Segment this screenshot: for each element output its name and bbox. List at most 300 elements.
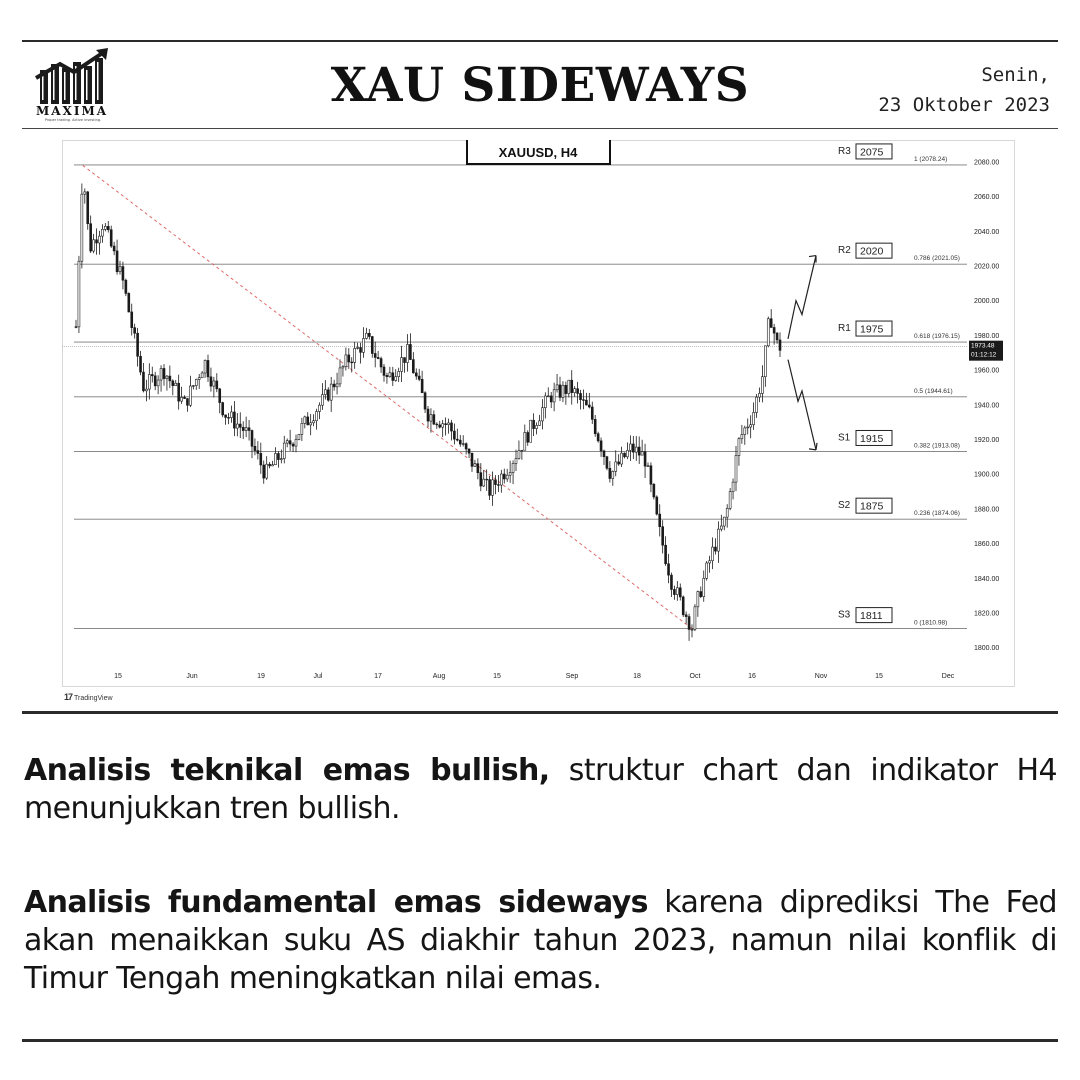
date-label: 23 Oktober 2023 [878,94,1050,116]
candle-body [272,465,274,466]
x-tick-label: Jun [186,673,198,680]
candle-body [621,453,623,464]
x-tick-label: 15 [493,673,501,680]
candle-body [709,561,711,563]
x-tick-label: 17 [374,673,382,680]
candle-body [562,385,564,397]
candle-body [98,236,100,243]
candle-body [764,346,766,377]
candle-body [81,194,83,261]
candle-body [559,385,561,398]
candle-body [286,441,288,443]
candle-body [371,337,373,354]
candle-body [404,358,406,363]
level-value: 2020 [860,245,884,258]
candle-body [274,453,276,464]
candle-body [439,425,441,427]
candle-body [445,424,447,425]
y-tick-label: 2000.00 [974,298,1000,306]
candle-body [398,371,400,376]
countdown-value: 01:12:12 [971,351,997,359]
candle-body [140,356,142,372]
candle-body [225,415,227,418]
brand-tagline: Proper trading. Active investing. [44,118,102,122]
candle-body [119,267,121,272]
candle-body [113,246,115,251]
candle-body [324,390,326,395]
fib-label: 0.618 (1976.15) [914,333,960,341]
candle-body [691,629,693,630]
candle-body [386,375,388,376]
candle-body [90,224,92,251]
candle-body [181,397,183,401]
candle-body [506,475,508,479]
candle-body [609,468,611,478]
candle-body [659,514,661,527]
last-price-value: 1973.48 [971,342,995,350]
candle-body [342,366,344,367]
candle-body [430,415,432,422]
technical-analysis-heading: Analisis teknikal emas bullish, [24,753,550,788]
candle-body [547,396,549,397]
candle-body [96,240,98,243]
candle-body [383,367,385,375]
candle-body [409,344,411,359]
candle-body [424,393,426,409]
candle-body [682,597,684,615]
candle-body [412,360,414,373]
candle-body [339,368,341,384]
candle-body [93,240,95,251]
candle-body [597,434,599,441]
level-name: S1 [838,432,851,444]
candle-body [289,441,291,444]
candle-body [644,452,646,466]
candle-body [78,261,80,327]
candle-body [239,424,241,427]
candle-body [729,492,731,509]
candle-body [571,380,573,392]
candle-body [172,381,174,386]
candle-body [668,564,670,575]
y-tick-label: 1940.00 [974,402,1000,410]
candle-body [544,396,546,408]
chart-bottom-rule [22,711,1058,714]
candle-body [236,424,238,428]
candle-body [207,360,209,376]
level-name: S3 [838,609,851,621]
candle-body [222,403,224,415]
candle-body [374,353,376,357]
candle-body [650,466,652,484]
y-tick-label: 2080.00 [974,159,1000,167]
candle-body [688,617,690,630]
level-name: R1 [838,323,851,335]
candle-body [189,386,191,405]
candle-body [107,226,109,229]
candle-body [492,480,494,496]
candle-body [304,417,306,424]
candle-body [618,462,620,464]
candle-body [500,474,502,485]
candle-body [101,229,103,236]
y-tick-label: 2060.00 [974,194,1000,202]
candle-body [779,340,781,350]
candle-body [125,280,127,293]
candle-body [665,545,667,564]
chart-title: XAUUSD, H4 [498,145,578,160]
candle-body [530,420,532,442]
candle-body [154,376,156,386]
bearish-arrow [788,360,816,450]
brand-name: MAXIMA [35,104,109,118]
x-tick-label: Aug [432,673,446,680]
candle-body [612,471,614,478]
candle-body [533,420,535,428]
candle-body [195,379,197,385]
candle-body [442,424,444,427]
candle-body [483,479,485,486]
candle-body [459,440,461,444]
candle-body [632,444,634,452]
candle-body [389,373,391,377]
candle-body [720,526,722,529]
candle-body [758,393,760,397]
candle-body [433,415,435,424]
candle-body [638,447,640,455]
candle-body [354,348,356,362]
candle-body [606,457,608,469]
level-value: 2075 [860,146,884,159]
technical-analysis-text: struktur chart dan indikator H4 menunjukkan tren bullish. [24,753,1058,826]
candle-body [104,226,106,229]
candle-body [556,385,558,390]
tradingview-watermark: 17 TradingView [64,692,113,702]
fib-label: 0.236 (1874.06) [914,510,960,518]
fundamental-analysis-text: karena diprediksi The Fed akan menaikkan suku AS diakhir tahun 2023, namun nilai konflik di Timur Tengah meningkatkan nilai emas. [24,885,1058,996]
candle-body [647,466,649,467]
candle-body [128,293,130,312]
candle-body [230,412,232,418]
candle-body [204,360,206,373]
candle-body [406,344,408,362]
candle-body [351,362,353,363]
day-label: Senin, [981,64,1050,86]
fib-label: 0.786 (2021.05) [914,255,960,263]
candle-body [641,452,643,455]
candle-body [357,347,359,348]
candle-body [656,497,658,514]
candle-body [685,615,687,617]
candle-body [624,453,626,457]
candle-body [626,450,628,456]
x-tick-label: Dec [941,673,955,680]
candle-body [213,381,215,386]
candle-body [110,230,112,246]
candle-body [550,396,552,402]
candle-body [474,464,476,467]
x-tick-label: 15 [875,673,883,680]
candle-body [582,400,584,401]
candle-body [201,373,203,378]
candle-body [750,425,752,427]
candle-body [527,432,529,442]
candle-body [248,428,250,431]
candle-body [216,381,218,389]
candle-body [735,455,737,482]
candle-body [318,405,320,411]
candle-body [450,423,452,431]
candle-body [462,444,464,445]
candle-body [198,378,200,380]
y-tick-label: 1960.00 [974,367,1000,375]
candle-body [427,409,429,421]
candle-body [316,412,318,421]
y-tick-label: 1820.00 [974,610,1000,618]
candle-body [703,578,705,596]
candle-body [744,428,746,435]
candle-body [761,377,763,394]
candle-body [145,389,147,391]
candle-body [365,333,367,338]
candle-body [175,383,177,385]
y-tick-label: 1840.00 [974,575,1000,583]
candle-body [714,547,716,551]
fundamental-analysis-heading: Analisis fundamental emas sideways [24,885,648,920]
candle-body [313,421,315,423]
candle-body [738,439,740,456]
x-tick-label: Jul [313,673,323,680]
candle-body [565,385,567,393]
footer-rule [22,1039,1058,1042]
fib-label: 1 (2078.24) [914,155,948,163]
candle-body [515,458,517,463]
candle-body [148,374,150,389]
candle-body [512,463,514,472]
candle-body [770,319,772,328]
y-tick-label: 1800.00 [974,645,1000,653]
page-title: XAU SIDEWAYS [330,58,750,113]
candle-body [368,333,370,336]
candle-body [377,357,379,358]
candle-body [503,474,505,479]
candle-body [662,527,664,546]
candle-body [137,333,139,356]
candle-body [233,412,235,428]
candle-body [84,192,86,194]
candle-body [588,405,590,407]
candle-body [228,417,230,418]
candle-body [295,439,297,446]
candle-body [122,267,124,281]
candle-body [756,397,758,412]
candle-body [453,431,455,439]
candle-body [321,395,323,406]
candle-body [245,428,247,431]
candle-body [421,379,423,392]
candle-body [448,423,450,425]
candle-body [192,386,194,387]
candle-body [418,376,420,379]
x-tick-label: 15 [114,673,122,680]
candle-body [706,563,708,578]
candle-body [653,484,655,497]
candle-body [477,464,479,473]
technical-analysis-paragraph [24,752,1057,828]
candle-body [134,328,136,334]
candle-body [600,441,602,451]
candle-body [521,450,523,451]
candle-body [518,451,520,459]
candle-body [580,393,582,399]
y-tick-label: 1980.00 [974,332,1000,340]
candle-body [465,444,467,449]
candle-body [468,449,470,453]
candle-body [615,462,617,471]
level-value: 1975 [860,323,884,336]
candle-body [594,419,596,433]
candle-body [169,376,171,381]
candle-body [732,482,734,491]
candle-body [142,372,144,391]
level-value: 1915 [860,432,884,445]
header-bottom-rule [22,128,1058,129]
candle-body [538,421,540,426]
tradingview-label: TradingView [74,695,113,702]
candle-body [509,473,511,476]
candle-body [585,400,587,405]
fib-label: 0.5 (1944.61) [914,387,953,395]
candle-body [362,338,364,352]
candle-body [574,389,576,393]
xauusd-chart [62,140,1015,687]
x-tick-label: Sep [565,673,579,680]
candle-body [131,312,133,328]
candle-body [178,383,180,401]
candle-body [277,453,279,459]
candle-body [160,368,162,380]
candle-body [348,355,350,362]
candle-body [254,446,256,450]
x-tick-label: 18 [633,673,641,680]
fundamental-analysis-paragraph [24,884,1057,998]
candle-body [497,485,499,486]
candle-body [717,529,719,551]
candle-body [726,508,728,517]
candle-body [436,424,438,425]
level-name: S2 [838,500,851,512]
candle-body [747,427,749,428]
candle-body [395,377,397,381]
candle-body [310,423,312,425]
candle-body [280,459,282,460]
candle-body [330,384,332,400]
candle-body [157,380,159,386]
candle-body [471,453,473,466]
candle-body [676,588,678,595]
candle-body [670,575,672,589]
candle-body [333,384,335,387]
candle-body [260,453,262,465]
candle-body [301,423,303,434]
candle-body [635,447,637,452]
candle-body [489,480,491,496]
date-block [878,60,1050,120]
candle-body [380,359,382,367]
candle-body [591,407,593,419]
candle-body [263,465,265,478]
candle-body [697,592,699,607]
candle-body [700,592,702,597]
level-value: 1811 [860,610,883,623]
candle-body [679,588,681,597]
x-tick-label: 19 [257,673,265,680]
level-name: R2 [838,245,851,257]
candle-body [524,432,526,450]
y-tick-label: 2040.00 [974,228,1000,236]
candle-body [536,425,538,428]
candle-body [776,333,778,340]
candle-body [87,192,89,224]
candle-body [392,373,394,381]
bearish-arrowhead [809,443,817,450]
y-tick-label: 2020.00 [974,263,1000,271]
candle-body [345,355,347,367]
candle-body [694,607,696,630]
candle-body [163,368,165,378]
candle-body [283,443,285,458]
fib-label: 0.382 (1913.08) [914,442,960,450]
bullish-arrow [788,256,816,339]
candle-body [251,430,253,446]
candle-body [336,384,338,387]
candle-body [307,417,309,425]
candle-body [741,435,743,439]
candle-body [151,374,153,375]
candle-body [494,480,496,485]
candle-body [210,377,212,386]
candle-body [723,517,725,526]
candle-body [712,547,714,561]
candle-body [360,347,362,352]
candle-body [184,397,186,398]
candle-body [767,319,769,346]
candle-body [480,473,482,486]
candle-body [415,373,417,376]
candle-body [219,389,221,403]
candle-body [298,434,300,439]
candle-body [456,439,458,440]
candle-body [257,451,259,454]
candle-body [75,327,77,328]
candle-body [486,479,488,480]
y-tick-label: 1920.00 [974,436,1000,444]
candle-body [603,451,605,457]
candle-body [629,444,631,450]
candle-body [292,444,294,446]
candle-body [266,464,268,478]
y-tick-label: 1880.00 [974,506,1000,514]
candle-body [773,327,775,333]
y-tick-label: 1860.00 [974,541,1000,549]
candle-body [327,390,329,400]
candle-body [116,251,118,272]
x-tick-label: Oct [689,673,701,680]
candle-body [242,427,244,430]
candle-body [269,464,271,466]
level-name: R3 [838,145,851,157]
candle-body [568,380,570,393]
